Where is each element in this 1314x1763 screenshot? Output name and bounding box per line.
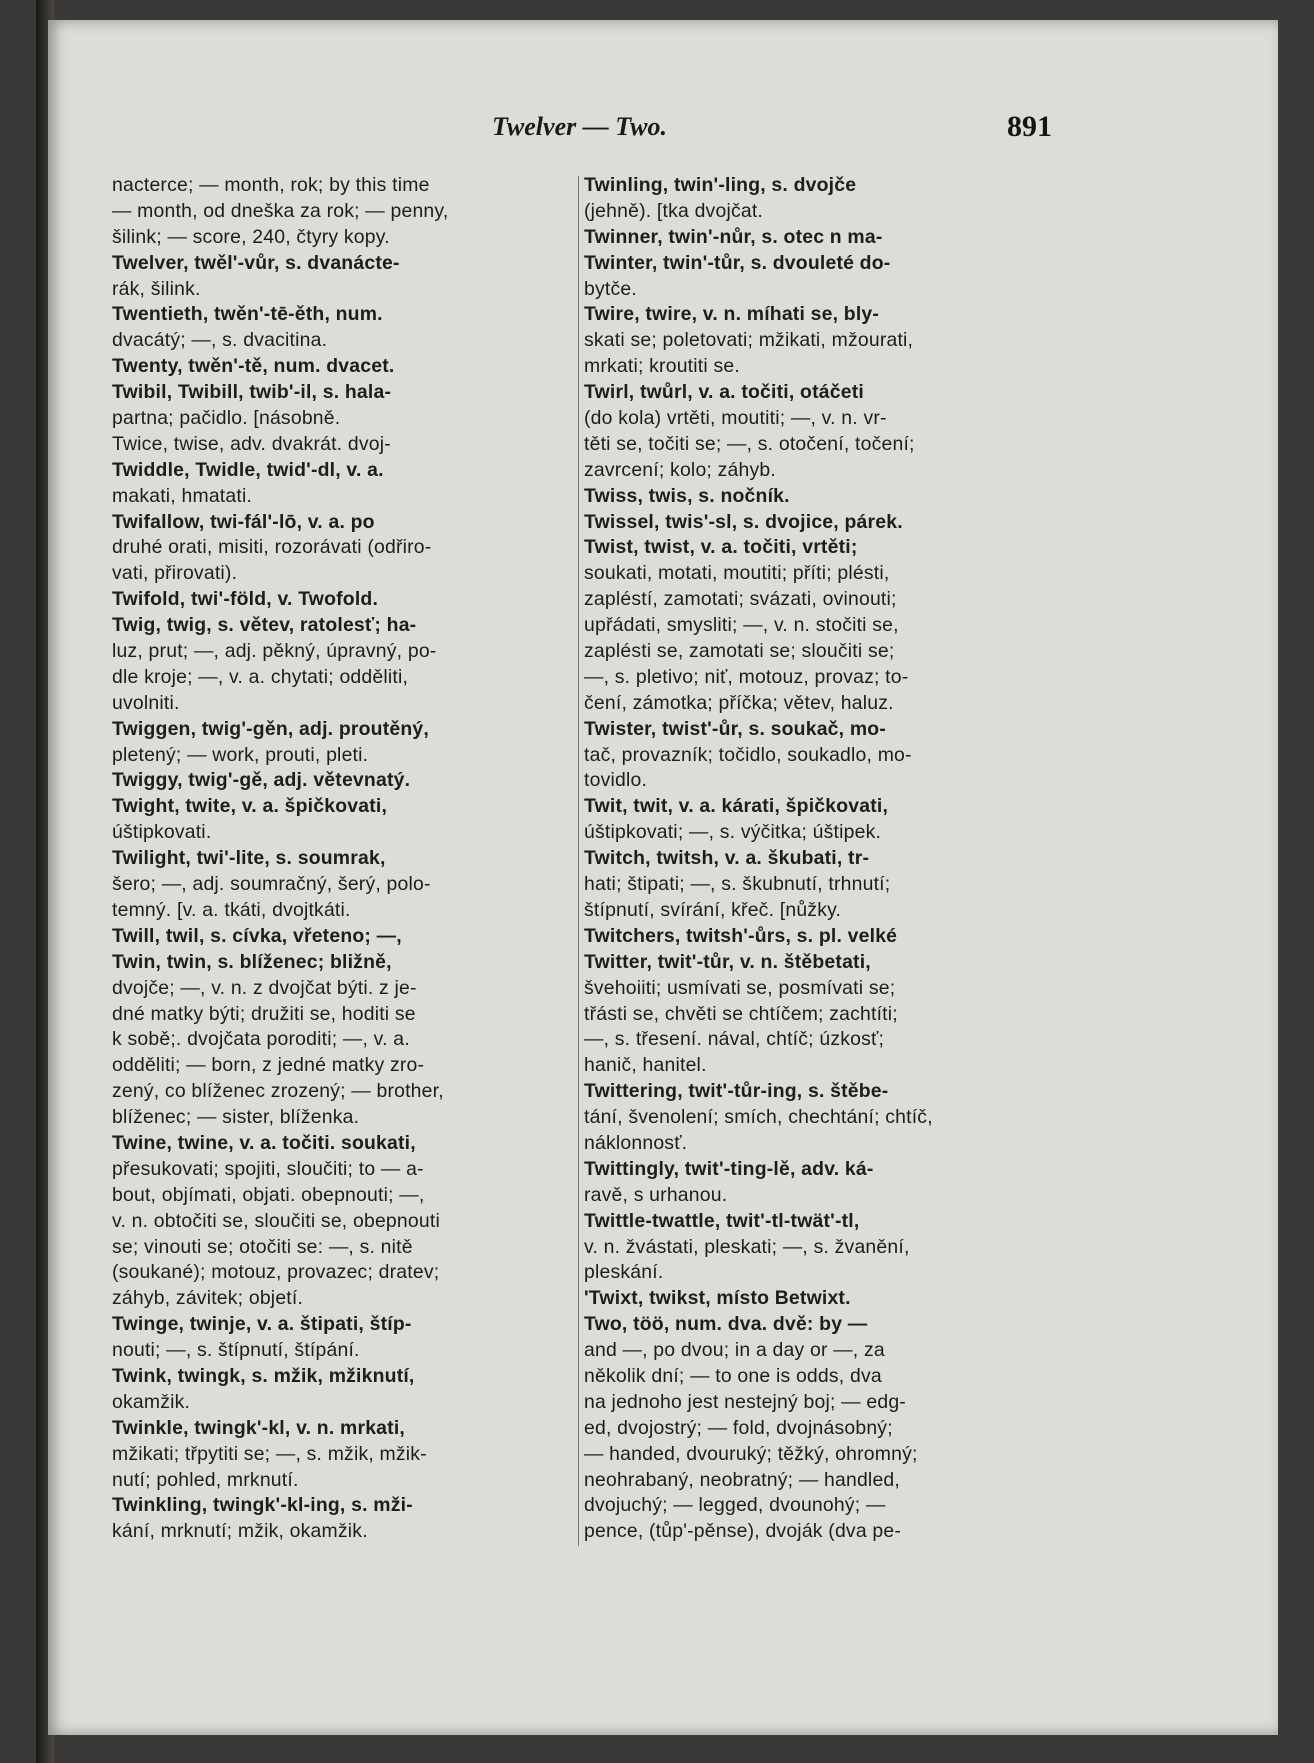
entry-line: pence, (tůp'-pěnse), dvoják (dva pe- xyxy=(584,1520,902,1543)
entry-line: náklonnosť. xyxy=(584,1131,688,1154)
entry-line: Twenty, twěn'-tě, num. dvacet. xyxy=(112,355,395,378)
entry-line: přesukovati; spojiti, sloučiti; to — a- xyxy=(112,1157,424,1180)
entry-line: hati; štipati; —, s. škubnutí, trhnutí; xyxy=(584,873,891,896)
entry-line: třásti se, chvěti se chtíčem; zachtíti; xyxy=(584,1002,898,1025)
entry-line: Twissel, twis'-sl, s. dvojice, párek. xyxy=(584,510,903,533)
entry-line: — handed, dvouruký; těžký, ohromný; xyxy=(584,1442,918,1465)
entry-line: (jehně). [tka dvojčat. xyxy=(584,199,764,222)
entry-line: Twitch, twitsh, v. a. škubati, tr- xyxy=(584,847,870,870)
entry-line: Twiddle, Twidle, twid'-dl, v. a. xyxy=(112,458,384,481)
entry-line: dvojuchý; — legged, dvounohý; — xyxy=(584,1494,886,1517)
entry-line: Twin, twin, s. blíženec; bližně, xyxy=(112,950,392,973)
entry-line: druhé orati, misiti, rozorávati (odřiro- xyxy=(112,536,432,559)
entry-line: —, s. pletivo; niť, motouz, provaz; to- xyxy=(584,665,909,688)
entry-line: Twentieth, twěn'-tē-ěth, num. xyxy=(112,303,383,326)
entry-line: šilink; — score, 240, čtyry kopy. xyxy=(112,225,390,248)
right-column xyxy=(584,173,1052,1545)
entry-line: (do kola) vrtěti, moutiti; —, v. n. vr- xyxy=(584,407,887,430)
entry-line: ed, dvojostrý; — fold, dvojnásobný; xyxy=(584,1416,893,1439)
entry-line: Twelver, twěl'-vůr, s. dvanácte- xyxy=(112,251,400,274)
entry-line: Twittingly, twit'-ting-lě, adv. ká- xyxy=(584,1157,874,1180)
entry-line: pleskání. xyxy=(584,1261,664,1284)
entry-line: Twight, twite, v. a. špičkovati, xyxy=(112,795,388,818)
page-header xyxy=(112,110,1052,150)
entry-line: Twiss, twis, s. nočník. xyxy=(584,484,790,507)
entry-line: dle kroje; —, v. a. chytati; odděliti, xyxy=(112,665,409,688)
entry-line: čení, zámotka; příčka; větev, haluz. xyxy=(584,691,894,714)
entry-line: pletený; — work, prouti, pleti. xyxy=(112,743,369,766)
entry-line: Twifold, twi'-föld, v. Twofold. xyxy=(112,588,379,611)
entry-line: zený, co blíženec zrozený; — brother, xyxy=(112,1080,444,1103)
entry-line: upřádati, smysliti; —, v. n. stočiti se, xyxy=(584,614,899,637)
entry-line: mrkati; kroutiti se. xyxy=(584,355,740,378)
entry-line: 'Twixt, twikst, místo Betwixt. xyxy=(584,1287,851,1310)
entry-line: and —, po dvou; in a day or —, za xyxy=(584,1339,885,1362)
entry-line: Two, töö, num. dva. dvě: by — xyxy=(584,1313,868,1336)
entry-line: okamžik. xyxy=(112,1390,191,1413)
entry-line: štípnutí, svírání, křeč. [nůžky. xyxy=(584,898,842,921)
column-divider xyxy=(578,176,579,1546)
entry-line: k sobě;. dvojčata poroditi; —, v. a. xyxy=(112,1028,410,1051)
entry-line: blíženec; — sister, blíženka. xyxy=(112,1106,360,1129)
entry-line: v. n. obtočiti se, sloučiti se, obepnouti xyxy=(112,1209,440,1232)
entry-line: Twig, twig, s. větev, ratolesť; ha- xyxy=(112,614,417,637)
entry-line: tač, provazník; točidlo, soukadlo, mo- xyxy=(584,743,912,766)
entry-line: Twittle-twattle, twit'-tl-twät'-tl, xyxy=(584,1209,860,1232)
entry-line: mžikati; třpytiti se; —, s. mžik, mžik- xyxy=(112,1442,427,1465)
entry-line: hanič, hanitel. xyxy=(584,1054,707,1077)
entry-line: bytče. xyxy=(584,277,637,300)
entry-line: nacterce; — month, rok; by this time xyxy=(112,174,430,196)
entry-line: Twinge, twinje, v. a. štipati, štíp- xyxy=(112,1313,412,1336)
entry-line: Twister, twist'-ůr, s. soukač, mo- xyxy=(584,717,886,740)
entry-line: uvolniti. xyxy=(112,691,180,714)
entry-line: Twibil, Twibill, twib'-il, s. hala- xyxy=(112,381,392,404)
entry-line: —, s. třesení. nával, chtíč; úzkosť; xyxy=(584,1028,885,1051)
entry-line: Twire, twire, v. n. míhati se, bly- xyxy=(584,303,880,326)
entry-line: Twittering, twit'-tůr-ing, s. štěbe- xyxy=(584,1080,889,1103)
entry-line: zavrcení; kolo; záhyb. xyxy=(584,458,776,481)
entry-line: tovidlo. xyxy=(584,769,648,792)
entry-line: záhyb, závitek; objetí. xyxy=(112,1287,304,1310)
entry-line: Twinter, twin'-tůr, s. dvouleté do- xyxy=(584,251,891,274)
entry-line: úštipkovati; —, s. výčitka; úštipek. xyxy=(584,821,882,844)
entry-line: Twiggen, twig'-gěn, adj. proutěný, xyxy=(112,717,429,740)
entry-line: nutí; pohled, mrknutí. xyxy=(112,1468,299,1491)
entry-line: Twifallow, twi-fál'-lō, v. a. po xyxy=(112,510,375,533)
entry-line: dvojče; —, v. n. z dvojčat býti. z je- xyxy=(112,976,417,999)
left-column xyxy=(112,173,578,1545)
entry-line: nouti; —, s. štípnutí, štípání. xyxy=(112,1339,360,1362)
entry-line: několik dní; — to one is odds, dva xyxy=(584,1364,882,1387)
entry-line: Twill, twil, s. cívka, vřeteno; —, xyxy=(112,924,402,947)
entry-line: v. n. žvástati, pleskati; —, s. žvanění, xyxy=(584,1235,910,1258)
running-head: Twelver — Two. xyxy=(492,112,667,141)
entry-line: rák, šilink. xyxy=(112,277,201,300)
page-number: 891 xyxy=(1007,110,1052,143)
entry-line: partna; pačidlo. [násobně. xyxy=(112,407,341,430)
entry-line: dvacátý; —, s. dvacitina. xyxy=(112,329,328,352)
entry-line: se; vinouti se; otočiti se: —, s. nitě xyxy=(112,1235,413,1258)
entry-line: Twink, twingk, s. mžik, mžiknutí, xyxy=(112,1364,415,1387)
entry-line: tání, švenolení; smích, chechtání; chtíč, xyxy=(584,1106,933,1129)
entry-line: švehoiiti; usmívati se, posmívati se; xyxy=(584,976,896,999)
entry-line: vati, přirovati). xyxy=(112,562,238,585)
entry-line: (soukané); motouz, provazec; dratev; xyxy=(112,1261,440,1284)
entry-line: Twinner, twin'-nůr, s. otec n ma- xyxy=(584,225,883,248)
entry-line: skati se; poletovati; mžikati, mžourati, xyxy=(584,329,914,352)
entry-line: Twit, twit, v. a. kárati, špičkovati, xyxy=(584,795,889,818)
entry-line: Twice, twise, adv. dvakrát. dvoj- xyxy=(112,432,391,455)
entry-line: Twinkling, twingk'-kl-ing, s. mži- xyxy=(112,1494,413,1517)
entry-line: kání, mrknutí; mžik, okamžik. xyxy=(112,1520,368,1543)
entry-line: Twine, twine, v. a. točiti. soukati, xyxy=(112,1131,416,1154)
entry-line: těti se, točiti se; —, s. otočení, točení; xyxy=(584,432,915,455)
entry-line: Twitter, twit'-tůr, v. n. štěbetati, xyxy=(584,950,871,973)
entry-line: luz, prut; —, adj. pěkný, úpravný, po- xyxy=(112,640,437,663)
entry-line: zapléstí, zamotati; svázati, ovinouti; xyxy=(584,588,897,611)
entry-line: soukati, motati, moutiti; příti; plésti, xyxy=(584,562,890,585)
entry-line: Twinkle, twingk'-kl, v. n. mrkati, xyxy=(112,1416,405,1439)
entry-line: zaplésti se, zamotati se; sloučiti se; xyxy=(584,640,895,663)
entry-line: Twitchers, twitsh'-ůrs, s. pl. velké xyxy=(584,924,898,947)
entry-line: — month, od dneška za rok; — penny, xyxy=(112,199,449,222)
entry-line: úštipkovati. xyxy=(112,821,212,844)
entry-line: Twirl, twůrl, v. a. točiti, otáčeti xyxy=(584,381,864,404)
entry-line: Twiggy, twig'-gě, adj. větevnatý. xyxy=(112,769,411,792)
entry-line: na jednoho jest nestejný boj; — edg- xyxy=(584,1390,906,1413)
entry-line: Twilight, twi'-lite, s. soumrak, xyxy=(112,847,386,870)
entry-line: makati, hmatati. xyxy=(112,484,253,507)
entry-line: dné matky býti; družiti se, hoditi se xyxy=(112,1002,416,1025)
entry-line: odděliti; — born, z jedné matky zro- xyxy=(112,1054,425,1077)
entry-line: Twist, twist, v. a. točiti, vrtěti; xyxy=(584,536,858,559)
entry-line: ravě, s urhanou. xyxy=(584,1183,728,1206)
entry-line: temný. [v. a. tkáti, dvojtkáti. xyxy=(112,898,351,921)
entry-line: Twinling, twin'-ling, s. dvojče xyxy=(584,174,857,196)
entry-line: bout, objímati, objati. obepnouti; —, xyxy=(112,1183,425,1206)
entry-line: neohrabaný, neobratný; — handled, xyxy=(584,1468,900,1491)
entry-line: šero; —, adj. soumračný, šerý, polo- xyxy=(112,873,431,896)
